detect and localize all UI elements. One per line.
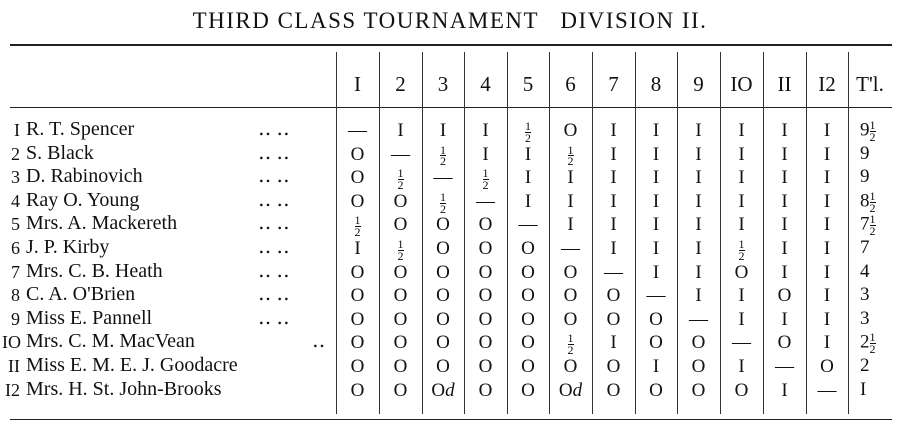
score-cell: O [563, 261, 578, 283]
score-cell: $\frac{1}{2}$ [440, 189, 446, 216]
score-cell: O [478, 285, 493, 307]
score-cell: O [478, 379, 493, 401]
score-cell: I [567, 190, 574, 212]
score-cell: I [695, 120, 702, 141]
score-cell: I [524, 143, 532, 165]
score-cell: O [393, 214, 408, 236]
score-cell: O [393, 332, 408, 354]
score-cell: — [646, 285, 666, 307]
score-cell: I [610, 214, 617, 236]
row-number: 8 [11, 285, 20, 306]
row-number: 2 [11, 143, 20, 164]
score-cell: O [521, 332, 535, 354]
score-cell: I [354, 238, 361, 259]
score-cell: I [695, 214, 702, 236]
header-col-9: 9 [693, 72, 704, 96]
score-cell: O [606, 285, 621, 307]
player-name: Mrs. C. M. MacVean [26, 330, 195, 353]
score-cell: I [738, 143, 745, 165]
score-cell: O [436, 356, 450, 377]
score-cell: I [781, 190, 788, 212]
player-name: Mrs. H. St. John-Brooks [26, 377, 222, 400]
score-cell: O [563, 308, 578, 330]
row-number: IO [2, 332, 21, 353]
player-name: J. P. Kirby [26, 236, 110, 258]
score-cell: I [823, 120, 831, 141]
score-cell: I [652, 190, 660, 212]
score-cell: I [610, 332, 617, 354]
score-cell: I [738, 120, 745, 141]
leader-dots: ‥ [312, 330, 326, 353]
total-score: 3 [860, 284, 870, 306]
header-col-5: 5 [522, 72, 534, 96]
score-cell: O [350, 167, 365, 189]
header-col-8: 8 [650, 72, 662, 96]
player-name: Ray O. Young [26, 188, 140, 211]
score-cell: O [478, 238, 493, 259]
score-cell: O [436, 308, 450, 330]
row-number: 9 [11, 308, 20, 329]
score-cell: O [563, 285, 578, 307]
score-cell: O [521, 261, 535, 283]
score-cell: O [436, 332, 450, 354]
score-cell: I [695, 261, 702, 283]
score-cell: O [436, 285, 450, 307]
score-cell: — [476, 190, 495, 212]
total-score: 2 [860, 355, 870, 376]
score-cell: O [350, 308, 365, 330]
score-cell: O [521, 379, 535, 401]
header-col-6: 6 [565, 72, 576, 96]
score-cell: $\frac{1}{2}$ [354, 213, 361, 240]
score-cell: I [610, 143, 617, 165]
score-cell: I [652, 238, 660, 259]
score-cell: — [775, 356, 794, 377]
score-cell: I [738, 190, 745, 212]
score-cell: O [350, 379, 365, 401]
score-cell: O [478, 356, 493, 377]
score-cell: I [781, 143, 788, 165]
score-cell: I [823, 285, 831, 307]
score-cell: O [393, 356, 408, 377]
score-cell: O [734, 261, 749, 283]
header-col-12: I2 [818, 72, 836, 96]
score-cell: I [652, 214, 660, 236]
score-cell: O [777, 285, 792, 307]
score-cell: O [350, 190, 365, 212]
score-cell: I [695, 190, 702, 212]
score-cell: I [781, 379, 788, 401]
score-cell: O [478, 308, 493, 330]
leader-dots: ‥ ‥ [258, 236, 290, 258]
score-cell: O [606, 356, 621, 377]
score-cell: $\frac{1}{2}$ [440, 142, 446, 169]
score-cell: $\frac{1}{2}$ [738, 237, 745, 263]
leader-dots: ‥ ‥ [258, 141, 290, 164]
leader-dots: ‥ ‥ [258, 118, 290, 140]
leader-dots: ‥ ‥ [258, 306, 290, 329]
player-name: C. A. O'Brien [26, 283, 136, 306]
score-cell: $\frac{1}{2}$ [567, 142, 574, 169]
total-score: 8 $\frac{1}{2}$ [860, 188, 876, 215]
row-number: 7 [11, 261, 20, 282]
score-cell: $\frac{1}{2}$ [482, 166, 489, 192]
score-cell: I [781, 261, 788, 283]
score-cell: I [781, 167, 788, 189]
score-cell: I [482, 143, 489, 165]
total-score: 2 $\frac{1}{2}$ [860, 330, 876, 357]
score-cell: — [391, 143, 410, 165]
score-cell: O [478, 332, 493, 354]
score-cell: O [436, 238, 450, 259]
score-cell: O [478, 261, 493, 283]
score-cell: O [521, 308, 535, 330]
score-cell: O [393, 261, 408, 283]
score-cell: O [563, 120, 578, 141]
score-cell: O [393, 308, 408, 330]
score-cell: I [695, 285, 702, 307]
player-name: Miss E. Pannell [26, 306, 153, 329]
score-cell: I [695, 167, 702, 189]
score-cell: — [817, 379, 837, 401]
page-title: THIRD CLASS TOURNAMENT DIVISION II. [192, 8, 708, 33]
score-cell: O [436, 261, 450, 283]
leader-dots: ‥ ‥ [258, 212, 290, 235]
score-cell: O [393, 190, 408, 212]
score-cell: — [604, 261, 623, 283]
player-name: Mrs. A. Mackereth [26, 212, 178, 235]
score-cell: — [732, 332, 751, 354]
score-cell: I [524, 190, 532, 212]
row-number: II [8, 356, 20, 376]
score-cell: $\frac{1}{2}$ [567, 331, 574, 358]
score-cell: O [350, 332, 365, 354]
score-cell: O [521, 238, 535, 259]
header-col-3: 3 [437, 72, 449, 96]
score-cell: O [691, 332, 706, 354]
player-name: D. Rabinovich [26, 165, 143, 188]
score-cell: O [350, 143, 365, 165]
score-cell: — [348, 120, 367, 141]
score-cell: I [738, 214, 745, 236]
row-number: 3 [11, 167, 20, 188]
score-cell: I [781, 238, 788, 259]
bottom-rule [10, 419, 892, 420]
score-cell: O [734, 379, 749, 401]
player-name: S. Black [26, 141, 94, 164]
score-cell: Od [431, 379, 455, 401]
player-name: Mrs. C. B. Heath [26, 259, 163, 282]
leader-dots: ‥ ‥ [258, 165, 290, 188]
score-cell: I [781, 308, 788, 330]
score-cell: I [823, 261, 831, 283]
score-cell: I [738, 356, 745, 377]
score-cell: O [393, 285, 408, 307]
player-name: R. T. Spencer [26, 118, 135, 140]
score-cell: I [738, 308, 745, 330]
score-cell: O [393, 379, 408, 401]
score-cell: O [521, 356, 535, 377]
score-cell: I [652, 261, 660, 283]
score-cell: I [695, 143, 702, 165]
score-cell: I [482, 120, 489, 141]
header-col-2: 2 [395, 72, 406, 96]
score-cell: O [820, 356, 834, 377]
total-score: 7 [860, 237, 870, 258]
score-cell: I [652, 356, 660, 377]
header-col-4: 4 [480, 72, 491, 96]
score-cell: I [524, 167, 532, 189]
score-cell: O [350, 261, 365, 283]
score-cell: I [823, 143, 831, 165]
score-cell: I [823, 167, 831, 189]
total-score: 9 [860, 142, 870, 164]
row-number: I2 [5, 379, 20, 400]
total-score: 7 $\frac{1}{2}$ [860, 212, 876, 239]
top-rule [10, 44, 892, 46]
score-cell: I [652, 120, 660, 141]
header-col-1: I [354, 72, 361, 96]
score-cell: I [781, 120, 788, 141]
score-cell: O [521, 285, 535, 307]
row-number: 4 [11, 190, 20, 211]
score-cell: O [350, 356, 365, 377]
row-number: I [14, 120, 20, 140]
leader-dots: ‥ ‥ [258, 188, 290, 211]
row-number: 5 [11, 214, 20, 235]
header-col-7: 7 [608, 72, 619, 96]
score-cell: I [823, 238, 831, 259]
score-cell: I [823, 332, 831, 354]
score-cell: I [823, 308, 831, 330]
player-name: Miss E. M. E. J. Goodacre [26, 354, 238, 376]
score-cell: I [610, 238, 617, 259]
row-number: 6 [11, 238, 20, 258]
score-cell: I [439, 120, 447, 141]
leader-dots: ‥ ‥ [258, 283, 290, 306]
total-score: 4 [860, 260, 870, 282]
leader-dots: ‥ ‥ [258, 259, 290, 282]
score-cell: O [606, 379, 621, 401]
column-divider [848, 52, 849, 414]
score-cell: I [823, 190, 831, 212]
score-cell: I [567, 167, 574, 189]
score-cell: I [781, 214, 788, 236]
score-cell: $\frac{1}{2}$ [397, 237, 404, 263]
score-cell: I [610, 190, 617, 212]
total-score: 9 $\frac{1}{2}$ [860, 118, 876, 144]
score-cell: I [652, 143, 660, 165]
score-cell: O [691, 356, 706, 377]
score-cell: I [610, 120, 617, 141]
score-cell: O [606, 308, 621, 330]
score-cell: O [691, 379, 706, 401]
header-total: T'l. [856, 72, 884, 96]
header-col-10: IO [730, 72, 753, 96]
score-cell: O [649, 308, 663, 330]
score-cell: O [649, 379, 663, 401]
total-score: 3 [860, 307, 870, 329]
score-cell: — [518, 214, 538, 236]
score-cell: I [610, 167, 617, 189]
score-cell: I [738, 285, 745, 307]
score-cell: O [777, 332, 792, 354]
score-cell: O [478, 214, 493, 236]
total-score: I [860, 378, 867, 400]
score-cell: I [567, 214, 574, 236]
score-cell: — [689, 308, 708, 330]
header-col-11: II [777, 72, 792, 96]
score-cell: — [433, 167, 453, 189]
score-cell: I [738, 167, 745, 189]
score-cell: O [436, 214, 450, 236]
score-cell: I [823, 214, 831, 236]
score-cell: O [649, 332, 663, 354]
score-cell: — [561, 238, 580, 259]
score-cell: Od [558, 379, 583, 401]
score-cell: O [350, 285, 365, 307]
score-cell: I [397, 120, 404, 141]
header-rule [10, 107, 892, 108]
score-cell: $\frac{1}{2}$ [525, 119, 531, 145]
score-cell: I [695, 238, 702, 259]
score-cell: $\frac{1}{2}$ [397, 166, 404, 192]
score-cell: I [652, 167, 660, 189]
score-cell: O [563, 356, 578, 377]
total-score: 9 [860, 166, 870, 188]
